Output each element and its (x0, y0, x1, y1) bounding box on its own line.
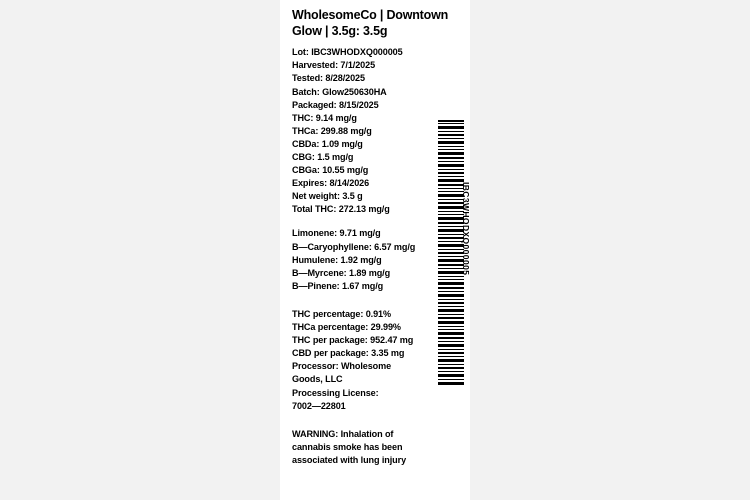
fact-thc: THC: 9.14 mg/g (292, 112, 357, 123)
fact-expires: Expires: 8/14/2026 (292, 178, 370, 189)
barcode-value-label: IBC3WHODXQ000005 (461, 182, 471, 276)
fact-caryophyllene: B—Caryophyllene: 6.57 mg/g (292, 241, 416, 252)
fact-thc-per-package: THC per package: 952.47 mg (292, 335, 414, 346)
fact-myrcene: B—Myrcene: 1.89 mg/g (292, 267, 391, 278)
fact-thc-percentage: THC percentage: 0.91% (292, 308, 391, 319)
health-warning-text: WARNING: Inhalation of cannabis smoke has been associated with lung injury (292, 428, 407, 465)
fact-cbda: CBDa: 1.09 mg/g (292, 138, 363, 149)
fact-processing-license-label: Processing License: (292, 387, 379, 398)
page-title: WholesomeCo | Downtown Glow | 3.5g: 3.5g (292, 8, 449, 38)
fact-pinene: B—Pinene: 1.67 mg/g (292, 280, 384, 291)
barcode-area (438, 120, 471, 385)
fact-processor-line2: Goods, LLC (292, 374, 343, 385)
divider-spacer-3 (292, 413, 464, 428)
fact-batch: Batch: Glow250630HA (292, 86, 387, 97)
fact-processor-line1: Processor: Wholesome (292, 361, 392, 372)
fact-packaged: Packaged: 8/15/2025 (292, 99, 379, 110)
fact-thca: THCa: 299.88 mg/g (292, 125, 372, 136)
fact-tested: Tested: 8/28/2025 (292, 73, 365, 84)
fact-processing-license-number: 7002—22801 (292, 400, 346, 411)
fact-humulene: Humulene: 1.92 mg/g (292, 254, 382, 265)
fact-total-thc: Total THC: 272.13 mg/g (292, 204, 390, 215)
fact-cbg: CBG: 1.5 mg/g (292, 152, 354, 162)
fact-lot: Lot: IBC3WHODXQ000005 (292, 47, 403, 58)
fact-cbd-per-package: CBD per package: 3.35 mg (292, 348, 405, 359)
fact-limonene: Limonene: 9.71 mg/g (292, 228, 381, 239)
fact-harvested: Harvested: 7/1/2025 (292, 60, 376, 71)
fact-thca-percentage: THCa percentage: 29.99% (292, 322, 401, 333)
fact-net-weight: Net weight: 3.5 g (292, 191, 363, 202)
fact-cbga: CBGa: 10.55 mg/g (292, 165, 369, 176)
